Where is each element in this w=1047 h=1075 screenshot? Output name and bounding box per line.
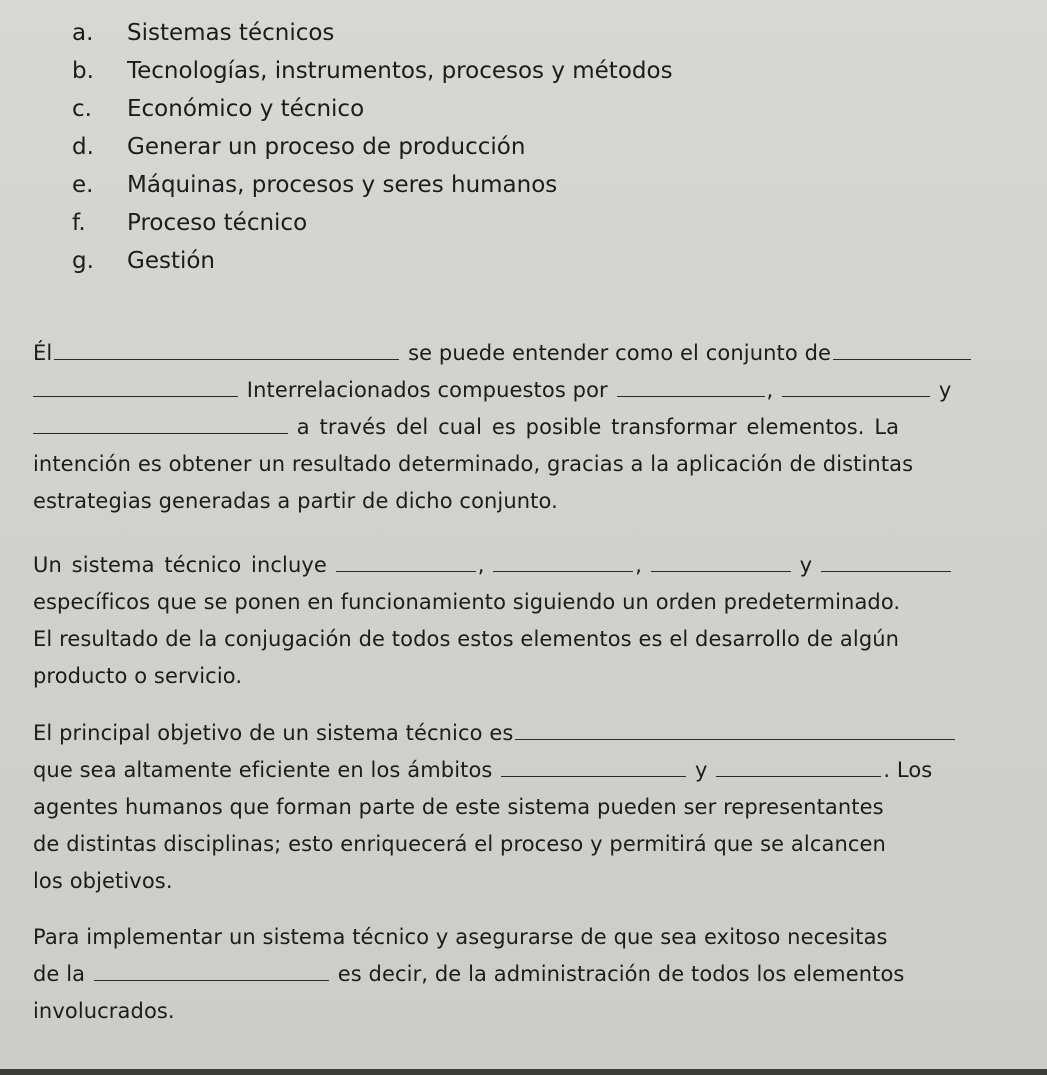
option-text: Gestión xyxy=(127,248,216,274)
option-text: Tecnologías, instrumentos, procesos y métodos xyxy=(127,58,673,84)
paragraph-components xyxy=(33,547,1018,695)
option-letter: d. xyxy=(72,134,94,160)
option-text: Proceso técnico xyxy=(127,210,308,236)
text-segment: Interrelacionados compuestos por xyxy=(246,378,608,402)
text-line: los objetivos. xyxy=(33,869,173,893)
text-segment: Él xyxy=(33,341,53,365)
text-segment: El principal objetivo de un sistema técnico es xyxy=(33,721,514,745)
text-segment: , xyxy=(766,378,774,402)
text-line: estrategias generadas a partir de dicho conjunto. xyxy=(33,489,558,513)
text-line: producto o servicio. xyxy=(33,664,243,688)
text-line: intención es obtener un resultado determinado, gracias a la aplicación de distintas xyxy=(33,452,914,476)
text-segment: , xyxy=(635,553,643,577)
answer-blank[interactable] xyxy=(33,432,288,434)
page-bottom-edge xyxy=(0,1069,1047,1075)
answer-blank[interactable] xyxy=(493,570,633,572)
text-segment: . Los xyxy=(883,758,933,782)
option-letter: e. xyxy=(72,172,94,198)
answer-blank[interactable] xyxy=(617,395,765,397)
option-letter: c. xyxy=(72,96,92,122)
text-segment: y xyxy=(799,553,813,577)
text-segment: a través del cual es posible transformar elementos. La xyxy=(296,415,900,439)
option-letter: b. xyxy=(72,58,94,84)
option-f xyxy=(72,204,673,242)
option-c xyxy=(72,90,673,128)
option-text: Máquinas, procesos y seres humanos xyxy=(127,172,558,198)
answer-blank[interactable] xyxy=(782,395,930,397)
answer-blank[interactable] xyxy=(821,570,951,572)
answer-blank[interactable] xyxy=(833,358,971,360)
answer-blank[interactable] xyxy=(501,775,686,777)
option-text: Generar un proceso de producción xyxy=(127,134,526,160)
answer-blank[interactable] xyxy=(515,738,955,740)
answer-blank[interactable] xyxy=(33,395,238,397)
paragraph-objective xyxy=(33,715,1018,900)
answer-blank[interactable] xyxy=(716,775,881,777)
text-segment: y xyxy=(695,758,708,782)
option-letter: g. xyxy=(72,248,94,274)
option-g xyxy=(72,242,673,280)
text-segment: , xyxy=(477,553,485,577)
text-segment: de la xyxy=(33,962,86,986)
answer-blank[interactable] xyxy=(651,570,791,572)
answer-blank[interactable] xyxy=(94,979,329,981)
text-segment: que sea altamente eficiente en los ámbitos xyxy=(33,758,493,782)
text-segment: Un sistema técnico incluye xyxy=(33,553,327,577)
paragraph-definition xyxy=(33,335,1018,520)
option-letter: f. xyxy=(72,210,86,236)
text-line: de distintas disciplinas; esto enriquecerá el proceso y permitirá que se alcancen xyxy=(33,832,886,856)
answer-blank[interactable] xyxy=(336,570,476,572)
text-line: El resultado de la conjugación de todos estos elementos es el desarrollo de algún xyxy=(33,627,900,651)
text-line: involucrados. xyxy=(33,999,175,1023)
option-b xyxy=(72,52,673,90)
option-d xyxy=(72,128,673,166)
option-text: Económico y técnico xyxy=(127,96,365,122)
text-segment: se puede entender como el conjunto de xyxy=(408,341,832,365)
text-segment: es decir, de la administración de todos los elementos xyxy=(337,962,905,986)
text-line: agentes humanos que forman parte de este sistema pueden ser representantes xyxy=(33,795,884,819)
text-segment: y xyxy=(938,378,952,402)
paragraph-management xyxy=(33,919,1018,1030)
answer-blank[interactable] xyxy=(54,358,399,360)
text-line: específicos que se ponen en funcionamiento siguiendo un orden predeterminado. xyxy=(33,590,901,614)
option-letter: a. xyxy=(72,20,94,46)
option-text: Sistemas técnicos xyxy=(127,20,335,46)
option-a xyxy=(72,14,673,52)
option-e xyxy=(72,166,673,204)
text-line: Para implementar un sistema técnico y asegurarse de que sea exitoso necesitas xyxy=(33,925,888,949)
answer-options-list xyxy=(72,14,673,280)
